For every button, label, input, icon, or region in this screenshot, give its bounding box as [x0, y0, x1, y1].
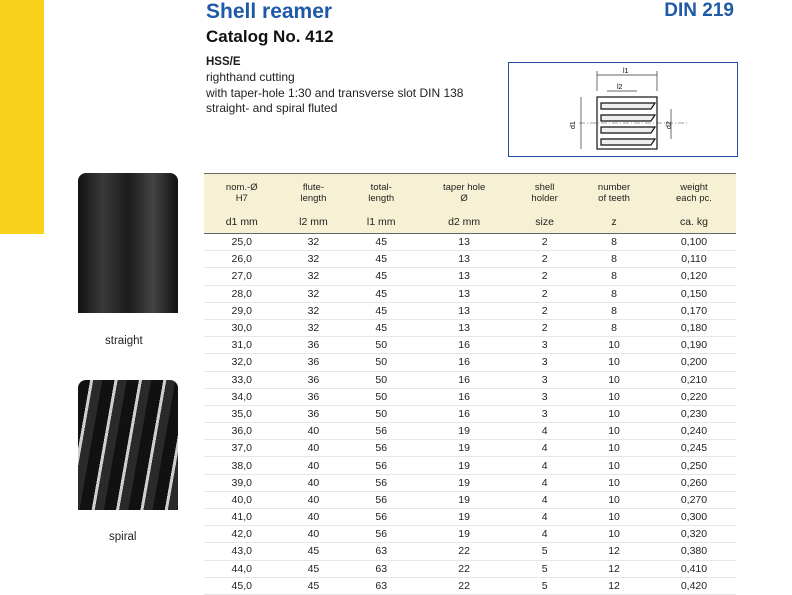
table-units-row — [204, 212, 736, 234]
description-line: with taper-hole 1:30 and transverse slot DIN 138 — [206, 86, 464, 100]
table-cell: 50 — [347, 354, 415, 371]
table-row — [204, 491, 736, 508]
header-nominal-diameter: nom.-Ø H7 — [204, 174, 280, 213]
table-cell: 12 — [576, 543, 652, 560]
table-cell: 0,250 — [652, 457, 736, 474]
table-cell: 19 — [415, 457, 513, 474]
table-row — [204, 423, 736, 440]
table-header-row — [204, 174, 736, 213]
table-row — [204, 526, 736, 543]
table-cell: 32 — [280, 285, 348, 302]
table-cell: 36 — [280, 388, 348, 405]
table-cell: 13 — [415, 319, 513, 336]
unit-cell: l2 mm — [280, 212, 348, 234]
table-cell: 10 — [576, 474, 652, 491]
table-cell: 10 — [576, 457, 652, 474]
catalog-number: Catalog No. 412 — [206, 27, 334, 46]
table-cell: 25,0 — [204, 234, 280, 251]
table-cell: 29,0 — [204, 302, 280, 319]
table-cell: 0,410 — [652, 560, 736, 577]
table-cell: 2 — [513, 285, 576, 302]
table-cell: 5 — [513, 577, 576, 594]
table-cell: 10 — [576, 423, 652, 440]
table-row — [204, 543, 736, 560]
unit-cell: ca. kg — [652, 212, 736, 234]
table-cell: 36,0 — [204, 423, 280, 440]
table-cell: 10 — [576, 526, 652, 543]
table-cell: 45 — [347, 268, 415, 285]
table-cell: 45 — [347, 251, 415, 268]
table-cell: 2 — [513, 251, 576, 268]
header-weight: weight each pc. — [652, 174, 736, 213]
table-row — [204, 440, 736, 457]
table-cell: 22 — [415, 577, 513, 594]
table-cell: 40 — [280, 457, 348, 474]
table-row — [204, 577, 736, 594]
table-cell: 4 — [513, 491, 576, 508]
header-taper-hole: taper hole Ø — [415, 174, 513, 213]
table-cell: 0,245 — [652, 440, 736, 457]
table-cell: 3 — [513, 371, 576, 388]
table-cell: 22 — [415, 560, 513, 577]
table-cell: 10 — [576, 509, 652, 526]
table-row — [204, 234, 736, 251]
table-cell: 56 — [347, 526, 415, 543]
table-row — [204, 251, 736, 268]
table-cell: 26,0 — [204, 251, 280, 268]
table-cell: 0,220 — [652, 388, 736, 405]
table-cell: 16 — [415, 388, 513, 405]
description-line: righthand cutting — [206, 70, 295, 84]
table-cell: 63 — [347, 543, 415, 560]
table-cell: 8 — [576, 234, 652, 251]
table-cell: 22 — [415, 543, 513, 560]
table-cell: 56 — [347, 440, 415, 457]
table-cell: 56 — [347, 423, 415, 440]
table-cell: 27,0 — [204, 268, 280, 285]
table-row — [204, 354, 736, 371]
table-cell: 12 — [576, 560, 652, 577]
table-cell: 16 — [415, 354, 513, 371]
table-cell: 13 — [415, 285, 513, 302]
table-cell: 19 — [415, 526, 513, 543]
table-row — [204, 319, 736, 336]
table-cell: 45 — [280, 577, 348, 594]
table-cell: 0,190 — [652, 337, 736, 354]
table-cell: 45 — [347, 285, 415, 302]
table-cell: 45,0 — [204, 577, 280, 594]
table-cell: 2 — [513, 319, 576, 336]
table-cell: 56 — [347, 509, 415, 526]
table-cell: 2 — [513, 302, 576, 319]
table-cell: 36 — [280, 371, 348, 388]
table-cell: 10 — [576, 354, 652, 371]
table-cell: 13 — [415, 251, 513, 268]
table-cell: 10 — [576, 440, 652, 457]
table-cell: 19 — [415, 423, 513, 440]
table-cell: 19 — [415, 474, 513, 491]
table-cell: 19 — [415, 491, 513, 508]
unit-cell: z — [576, 212, 652, 234]
table-cell: 50 — [347, 337, 415, 354]
table-cell: 5 — [513, 543, 576, 560]
unit-cell: d2 mm — [415, 212, 513, 234]
table-cell: 40 — [280, 526, 348, 543]
drawing-label-l2: l2 — [617, 84, 623, 91]
table-cell: 45 — [347, 234, 415, 251]
header-flute-length: flute- length — [280, 174, 348, 213]
table-cell: 4 — [513, 457, 576, 474]
table-cell: 0,240 — [652, 423, 736, 440]
table-cell: 16 — [415, 337, 513, 354]
table-cell: 0,110 — [652, 251, 736, 268]
table-cell: 0,270 — [652, 491, 736, 508]
table-cell: 0,230 — [652, 405, 736, 422]
table-cell: 4 — [513, 440, 576, 457]
table-cell: 8 — [576, 268, 652, 285]
table-cell: 36 — [280, 337, 348, 354]
table-cell: 19 — [415, 509, 513, 526]
table-cell: 50 — [347, 388, 415, 405]
table-cell: 32,0 — [204, 354, 280, 371]
drawing-label-l1: l1 — [623, 68, 629, 75]
table-cell: 0,380 — [652, 543, 736, 560]
table-cell: 45 — [347, 319, 415, 336]
table-cell: 10 — [576, 405, 652, 422]
technical-drawing — [508, 62, 738, 157]
table-cell: 10 — [576, 491, 652, 508]
standard-label: DIN 219 — [664, 0, 734, 21]
table-cell: 39,0 — [204, 474, 280, 491]
table-cell: 31,0 — [204, 337, 280, 354]
specification-table — [204, 173, 736, 595]
table-cell: 50 — [347, 405, 415, 422]
table-cell: 63 — [347, 560, 415, 577]
table-cell: 32 — [280, 319, 348, 336]
table-cell: 56 — [347, 491, 415, 508]
table-row — [204, 302, 736, 319]
header-shell-holder: shell holder — [513, 174, 576, 213]
page-title: Shell reamer — [206, 0, 333, 23]
table-cell: 12 — [576, 577, 652, 594]
table-cell: 36 — [280, 354, 348, 371]
table-cell: 5 — [513, 560, 576, 577]
table-cell: 34,0 — [204, 388, 280, 405]
straight-caption: straight — [105, 335, 143, 347]
table-cell: 42,0 — [204, 526, 280, 543]
table-cell: 0,120 — [652, 268, 736, 285]
table-cell: 19 — [415, 440, 513, 457]
table-cell: 10 — [576, 337, 652, 354]
table-cell: 56 — [347, 474, 415, 491]
description-line: straight- and spiral fluted — [206, 101, 338, 115]
table-cell: 4 — [513, 474, 576, 491]
table-cell: 8 — [576, 251, 652, 268]
table-cell: 50 — [347, 371, 415, 388]
spiral-caption: spiral — [109, 531, 137, 543]
table-cell: 0,170 — [652, 302, 736, 319]
table-cell: 3 — [513, 388, 576, 405]
table-row — [204, 560, 736, 577]
table-row — [204, 509, 736, 526]
yellow-side-bar — [0, 0, 44, 234]
table-cell: 40 — [280, 440, 348, 457]
reamer-drawing-icon — [509, 63, 737, 156]
table-cell: 43,0 — [204, 543, 280, 560]
table-cell: 3 — [513, 337, 576, 354]
unit-cell: size — [513, 212, 576, 234]
table-cell: 32 — [280, 251, 348, 268]
table-cell: 32 — [280, 268, 348, 285]
table-cell: 16 — [415, 405, 513, 422]
table-cell: 40 — [280, 423, 348, 440]
table-cell: 30,0 — [204, 319, 280, 336]
table-cell: 37,0 — [204, 440, 280, 457]
table-cell: 10 — [576, 371, 652, 388]
unit-cell: l1 mm — [347, 212, 415, 234]
table-cell: 40,0 — [204, 491, 280, 508]
table-row — [204, 285, 736, 302]
table-cell: 0,150 — [652, 285, 736, 302]
table-row — [204, 457, 736, 474]
table-cell: 8 — [576, 285, 652, 302]
table-cell: 0,210 — [652, 371, 736, 388]
table-cell: 4 — [513, 423, 576, 440]
table-cell: 3 — [513, 405, 576, 422]
table-cell: 0,320 — [652, 526, 736, 543]
table-cell: 0,420 — [652, 577, 736, 594]
table-cell: 41,0 — [204, 509, 280, 526]
table-cell: 40 — [280, 491, 348, 508]
table-cell: 45 — [347, 302, 415, 319]
table-cell: 38,0 — [204, 457, 280, 474]
table-cell: 13 — [415, 268, 513, 285]
material-label: HSS/E — [206, 56, 241, 68]
table-cell: 13 — [415, 302, 513, 319]
table-row — [204, 371, 736, 388]
table-cell: 44,0 — [204, 560, 280, 577]
table-row — [204, 405, 736, 422]
table-cell: 45 — [280, 543, 348, 560]
table-row — [204, 268, 736, 285]
table-cell: 0,100 — [652, 234, 736, 251]
table-row — [204, 474, 736, 491]
table-cell: 0,260 — [652, 474, 736, 491]
table-cell: 45 — [280, 560, 348, 577]
header-number-of-teeth: number of teeth — [576, 174, 652, 213]
table-cell: 40 — [280, 474, 348, 491]
table-cell: 8 — [576, 302, 652, 319]
table-cell: 8 — [576, 319, 652, 336]
header-total-length: total- length — [347, 174, 415, 213]
table-cell: 35,0 — [204, 405, 280, 422]
table-cell: 2 — [513, 268, 576, 285]
table-cell: 40 — [280, 509, 348, 526]
table-row — [204, 337, 736, 354]
drawing-label-d1: d1 — [570, 121, 577, 129]
drawing-label-d2: d2 — [666, 121, 673, 129]
spiral-reamer-image — [78, 380, 178, 510]
table-cell: 16 — [415, 371, 513, 388]
table-cell: 0,300 — [652, 509, 736, 526]
table-cell: 32 — [280, 234, 348, 251]
table-cell: 2 — [513, 234, 576, 251]
table-cell: 56 — [347, 457, 415, 474]
table-cell: 36 — [280, 405, 348, 422]
table-cell: 0,200 — [652, 354, 736, 371]
table-cell: 3 — [513, 354, 576, 371]
table-cell: 10 — [576, 388, 652, 405]
table-cell: 32 — [280, 302, 348, 319]
table-cell: 13 — [415, 234, 513, 251]
table-cell: 0,180 — [652, 319, 736, 336]
table-cell: 63 — [347, 577, 415, 594]
table-cell: 4 — [513, 526, 576, 543]
table-cell: 4 — [513, 509, 576, 526]
table-row — [204, 388, 736, 405]
unit-cell: d1 mm — [204, 212, 280, 234]
table-cell: 33,0 — [204, 371, 280, 388]
straight-reamer-image — [78, 173, 178, 313]
table-cell: 28,0 — [204, 285, 280, 302]
